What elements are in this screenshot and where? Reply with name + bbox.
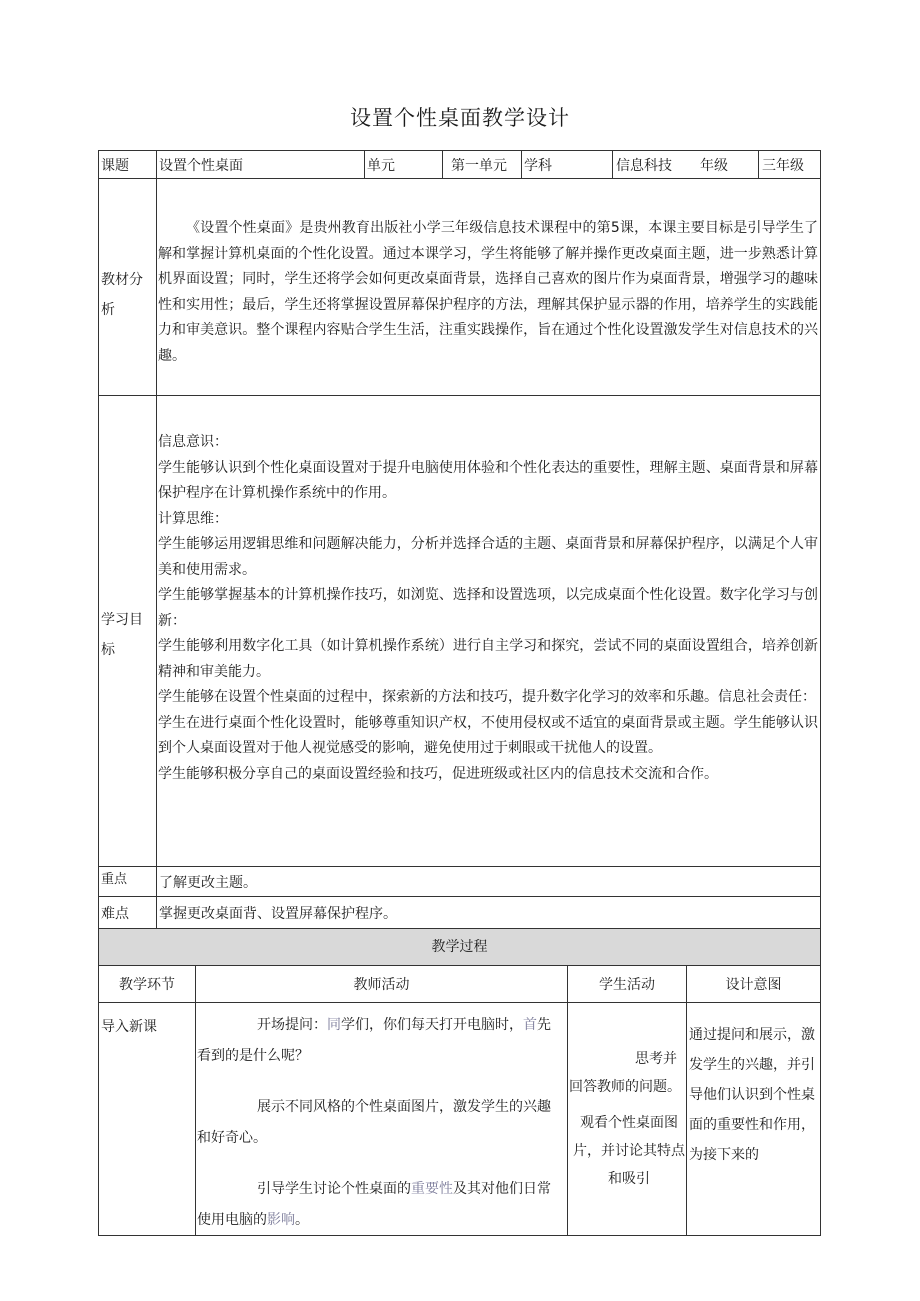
key-point-text: 了解更改主题。 — [159, 875, 257, 891]
teacher-text: 及其对他们日常使用电脑的 — [197, 1181, 551, 1228]
teacher-text: 开场提问： — [257, 1017, 327, 1033]
teacher-text: 先看到的是什么呢？ — [197, 1017, 551, 1064]
teacher-paragraph-1 — [197, 1010, 559, 1072]
analysis-label: 教材分析 — [101, 272, 143, 318]
unit-value: 第一单元 — [451, 158, 507, 174]
teacher-text: 重要性 — [411, 1181, 453, 1197]
col-header-teacher: 教师活动 — [353, 977, 410, 993]
col-header-stage: 教学环节 — [119, 977, 175, 993]
objective-line: 学生能够运用逻辑思维和问题解决能力，分析并选择合适的主题、桌面背景和屏幕保护程序，以满足个人审美和使用需求。 — [158, 536, 818, 578]
analysis-text: 《设置个性桌面》是贵州教育出版社小学三年级信息技术课程中的第5课，本课主要目标是引导学生了解和掌握计算机桌面的个性化设置。通过本课学习，学生将能够了解并操作更改桌面主题，进一步熟悉计算机界面设置；同时，学生还将学会如何更改桌面背景，选择自己喜欢的图片作为桌面背景，增强学习的趣味性和实用性；最后，学生还将掌握设置屏幕保护程序的方法，理解其保护显示器的作用，培养学生的实践能力和审美意识。整个课程内容贴合学生生活，注重实践操作，旨在通过个性化设置激发学生对信息技术的兴趣。 — [158, 220, 818, 364]
teacher-activity — [197, 1010, 559, 1236]
teacher-text: 同 — [327, 1017, 341, 1033]
subject-value: 设置个性桌面 — [159, 158, 243, 174]
objective-line: 学生能够掌握基本的计算机操作技巧，如浏览、选择和设置选项，以完成桌面个性化设置。数字化学习与创新： — [158, 587, 818, 629]
col-header-intent: 设计意图 — [725, 977, 782, 993]
objective-line: 学生能够认识到个性化桌面设置对于提升电脑使用体验和个性化表达的重要性，理解主题、桌面背景和屏幕保护程序在计算机操作系统中的作用。 — [158, 459, 818, 501]
page-title: 设置个性桌面教学设计 — [350, 106, 570, 130]
teacher-text: 影响 — [267, 1212, 295, 1228]
course-value: 信息科技 — [616, 158, 672, 174]
objective-line: 学生能够在设置个性桌面的过程中，探索新的方法和技巧，提升数字化学习的效率和乐趣。信息社会责任： — [158, 689, 816, 705]
student-text-2: 回答教师的问题。 — [569, 1079, 681, 1095]
difficulty-text: 掌握更改桌面背、设置屏幕保护程序。 — [159, 906, 397, 922]
stage-intro: 导入新课 — [101, 1019, 157, 1035]
objectives-label: 学习目标 — [101, 612, 143, 658]
teacher-text: 学们，你们每天打开电脑时， — [341, 1017, 523, 1033]
unit-label: 单元 — [367, 158, 395, 174]
student-activity — [569, 1045, 685, 1193]
difficulty-label: 难点 — [101, 906, 129, 922]
grade-label: 年级 — [700, 158, 728, 174]
objective-line: 学生能够利用数字化工具（如计算机操作系统）进行自主学习和探究，尝试不同的桌面设置组合，培养创新精神和审美能力。 — [158, 638, 818, 680]
student-text-3: 观看个性桌面图片，并讨论其特点和吸引 — [573, 1115, 685, 1187]
design-intent: 通过提问和展示，激发学生的兴趣，并引导他们认识到个性桌面的重要性和作用，为接下来的 — [689, 1027, 815, 1163]
grade-value: 三年级 — [762, 158, 804, 174]
subject-label: 课题 — [101, 158, 129, 174]
teacher-paragraph-2: 展示不同风格的个性桌面图片，激发学生的兴趣和好奇心。 — [197, 1099, 551, 1146]
objectives-list — [158, 430, 818, 787]
process-heading: 教学过程 — [431, 939, 488, 955]
objective-line: 信息意识： — [158, 434, 228, 450]
student-text-1: 思考并 — [635, 1051, 677, 1067]
objective-line: 计算思维： — [158, 510, 228, 527]
teacher-text: 。 — [295, 1212, 309, 1228]
teacher-paragraph-3 — [197, 1174, 559, 1236]
col-header-student: 学生活动 — [599, 977, 655, 993]
course-label: 学科 — [524, 158, 552, 174]
objective-line: 学生在进行桌面个性化设置时，能够尊重知识产权，不使用侵权或不适宜的桌面背景或主题。学生能够认识到个人桌面设置对于他人视觉感受的影响，避免使用过于刺眼或干扰他人的设置。 — [158, 714, 818, 756]
teacher-text: 引导学生讨论个性桌面的 — [257, 1181, 411, 1197]
objective-line: 学生能够积极分享自己的桌面设置经验和技巧，促进班级或社区内的信息技术交流和合作。 — [158, 765, 718, 782]
teacher-text: 首 — [523, 1017, 537, 1033]
key-point-label: 重点 — [101, 872, 128, 887]
